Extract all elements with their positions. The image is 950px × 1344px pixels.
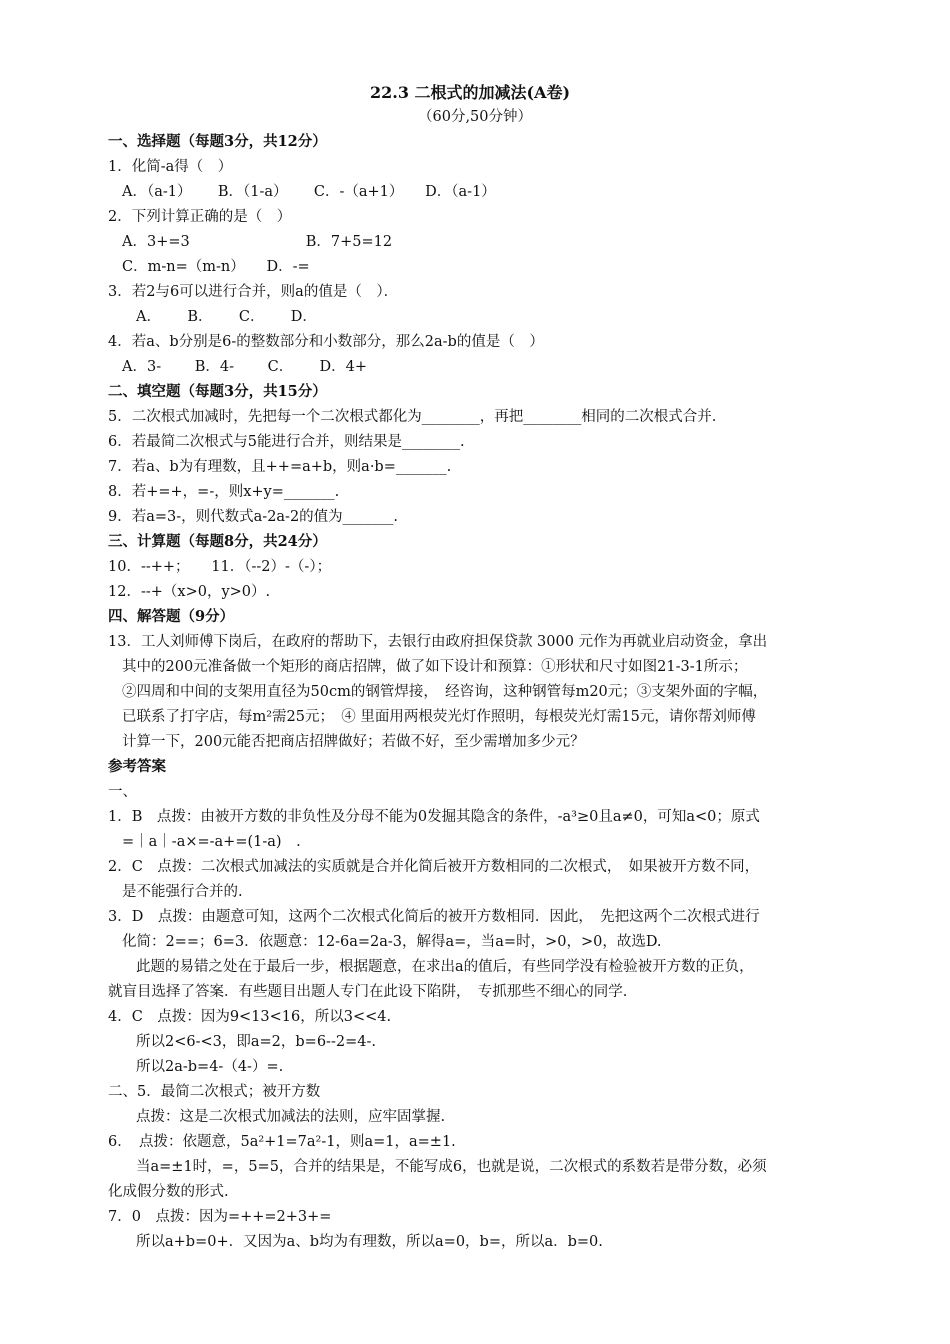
question-9: 9．若a=3-，则代数式a-2a-2的值为_______. bbox=[108, 509, 399, 525]
answer-6-line-2: 当a=±1时，=，5=5，合并的结果是，不能写成6，也就是说，二次根式的系数若是带分数，必须 bbox=[136, 1159, 767, 1175]
answer-3-line-3: 此题的易错之处在于最后一步，根据题意，在求出a的值后，有些同学没有检验被开方数的正负， bbox=[136, 959, 754, 975]
answer-6-line-3: 化成假分数的形式. bbox=[108, 1184, 229, 1200]
answer-7-line-2: 所以a+b=0+．又因为a、b均为有理数，所以a=0，b=，所以a．b=0. bbox=[136, 1234, 603, 1250]
answer-2-line-1: 2．C 点拨：二次根式加减法的实质就是合并化简后被开方数相同的二次根式， 如果被开方数不同， bbox=[108, 859, 760, 875]
question-13-line-1: 13．工人刘师傅下岗后，在政府的帮助下，去银行由政府担保贷款 3000 元作为再就业启动资金，拿出 bbox=[108, 634, 768, 650]
question-8: 8．若+=+，=-，则x+y=_______. bbox=[108, 484, 340, 500]
section-heading-compute: 三、计算题（每题8分，共24分） bbox=[108, 533, 327, 550]
question-13-line-2: 其中的200元准备做一个矩形的商店招牌，做了如下设计和预算：①形状和尺寸如图21-3-1所示； bbox=[122, 659, 748, 675]
answer-5-line-1: 二、5．最简二次根式；被开方数 bbox=[108, 1084, 321, 1100]
answer-4-line-1: 4．C 点拨：因为9<13<16，所以3<<4. bbox=[108, 1009, 392, 1025]
answer-3-line-1: 3．D 点拨：由题意可知，这两个二次根式化简后的被开方数相同．因此， 先把这两个二次根式进行 bbox=[108, 909, 760, 925]
answer-6-line-1: 6． 点拨：依题意，5a²+1=7a²-1，则a=1，a=±1. bbox=[108, 1134, 456, 1150]
answer-1-line-1: 1．B 点拨：由被开方数的非负性及分母不能为0发掘其隐含的条件，-a³≥0且a≠0，可知a<0；原式 bbox=[108, 809, 760, 825]
question-1: 1．化简-a得（ ） bbox=[108, 159, 233, 175]
page-title: 22.3 二根式的加减法(A卷) bbox=[370, 83, 571, 102]
section-heading-choice: 一、选择题（每题3分，共12分） bbox=[108, 133, 327, 150]
answer-4-line-2: 所以2<6-<3，即a=2，b=6--2=4-. bbox=[136, 1034, 376, 1050]
section-heading-solve: 四、解答题（9分） bbox=[108, 608, 235, 625]
question-7: 7．若a、b为有理数，且++=a+b，则a·b=_______. bbox=[108, 459, 452, 475]
answers-heading: 参考答案 bbox=[108, 758, 166, 775]
question-10-11: 10．--++； 11．（--2）-（-）； bbox=[108, 559, 332, 575]
answer-5-line-2: 点拨：这是二次根式加减法的法则，应牢固掌握. bbox=[136, 1109, 446, 1125]
question-5: 5．二次根式加减时，先把每一个二次根式都化为________，再把________相同的二次根式合并. bbox=[108, 409, 717, 425]
answers-section-one: 一、 bbox=[108, 784, 137, 800]
page-subtitle: （60分,50分钟） bbox=[418, 109, 533, 125]
answer-4-line-3: 所以2a-b=4-（4-）=. bbox=[136, 1059, 284, 1075]
question-4: 4．若a、b分别是6-的整数部分和小数部分，那么2a-b的值是（ ） bbox=[108, 334, 544, 350]
question-6: 6．若最简二次根式与5能进行合并，则结果是________. bbox=[108, 434, 465, 450]
answer-3-line-2: 化简：2==；6=3．依题意：12-6a=2a-3，解得a=，当a=时，>0，>0，故选D. bbox=[122, 934, 662, 950]
question-3: 3．若2与6可以进行合并，则a的值是（ ）． bbox=[108, 284, 399, 300]
section-heading-fill: 二、填空题（每题3分，共15分） bbox=[108, 383, 327, 400]
question-3-options: A． B． C． D． bbox=[136, 309, 317, 325]
question-2-options-ab: A．3+=3 B．7+5=12 bbox=[122, 234, 393, 250]
question-13-line-4: 已联系了打字店，每m²需25元； ④ 里面用两根荧光灯作照明，每根荧光灯需15元，请你帮刘师傅 bbox=[122, 709, 756, 725]
question-13-line-5: 计算一下，200元能否把商店招牌做好；若做不好，至少需增加多少元？ bbox=[122, 734, 585, 750]
answer-2-line-2: 是不能强行合并的. bbox=[122, 884, 243, 900]
question-2-options-cd: C．m-n=（m-n） D．-= bbox=[122, 259, 310, 275]
question-2: 2．下列计算正确的是（ ） bbox=[108, 209, 292, 225]
question-12: 12．--+（x>0，y>0）. bbox=[108, 584, 271, 600]
answer-1-line-2: =｜a｜-a×=-a+=(1-a) . bbox=[122, 834, 301, 850]
question-1-options: A．（a-1） B．（1-a） C．-（a+1） D．（a-1） bbox=[122, 184, 496, 200]
question-13-line-3: ②四周和中间的支架用直径为50cm的钢管焊接， 经咨询，这种钢管每m20元；③支架外面的字幅， bbox=[122, 684, 768, 700]
answer-7-line-1: 7．0 点拨：因为=++=2+3+= bbox=[108, 1209, 332, 1225]
question-4-options: A．3- B．4- C． D．4+ bbox=[122, 359, 368, 375]
answer-3-line-4: 就盲目选择了答案．有些题目出题人专门在此设下陷阱， 专抓那些不细心的同学. bbox=[108, 984, 628, 1000]
